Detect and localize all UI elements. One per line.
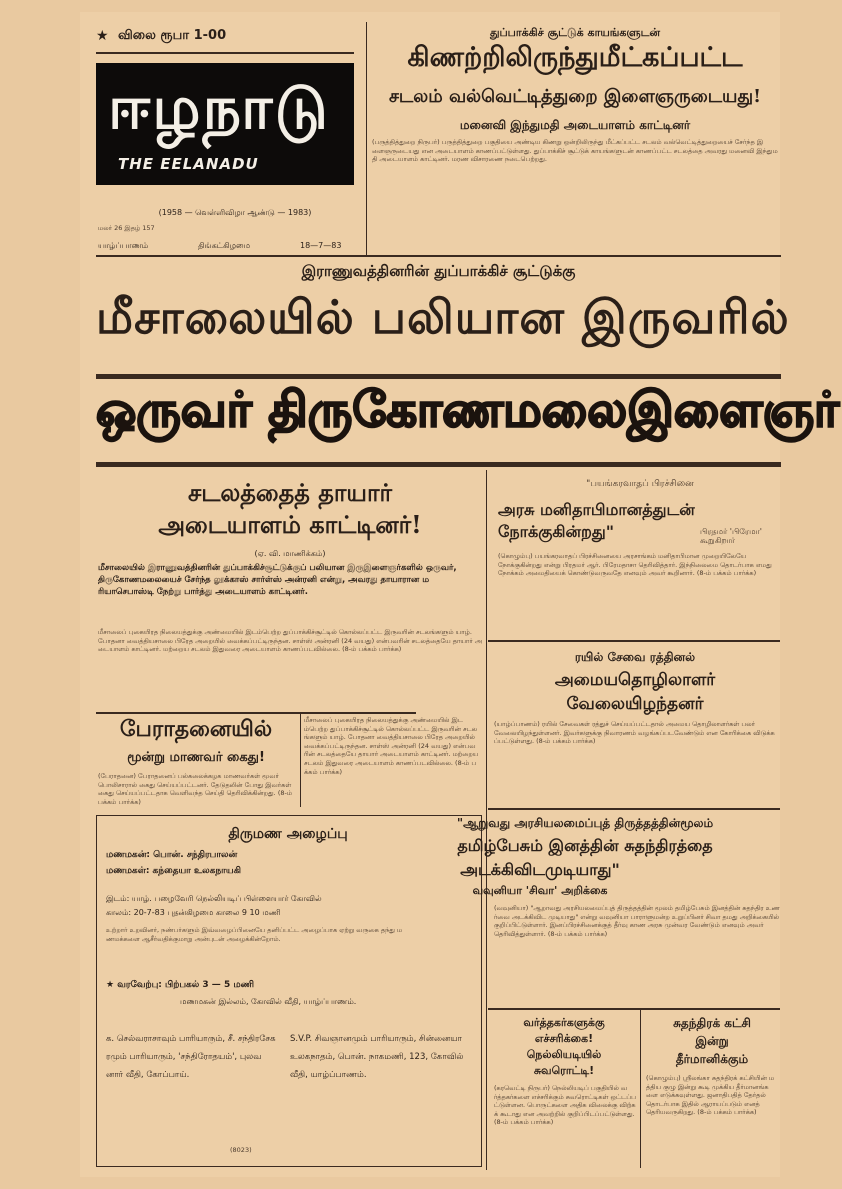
- right1-side: பிரதமர் 'பிரேமா' கூறுகிறார்: [700, 527, 762, 545]
- jubilee-line: (1958 — வெள்ளிவிழா ஆண்டு — 1983): [158, 208, 312, 217]
- right2-rule: [488, 808, 780, 810]
- top-story-kicker: துப்பாக்கிச் சூட்டுக் காயங்களுடன்: [489, 26, 661, 39]
- masthead-divider: [96, 52, 354, 54]
- perad-headline: பேராதனையில்: [119, 716, 273, 742]
- perad-body: (பேராதனை) பேராதனைப் பல்கலைக்கழக மாணவர்கள் மூவர் பொலிசாரால் கைது செய்யப்பட்டனர். தேடுதலின் போது இவர்கள் கைது செய்யப்பட்டதாக வெளிவந்த செய்தி தெரிவிக்கின்றது. (8-ம் பக்கம் பார்க்க): [98, 772, 293, 806]
- party-headline-2: இன்று: [695, 1034, 729, 1048]
- wedding-groom: மணமகன்: பொன். சந்திரபாலன்: [106, 850, 238, 860]
- perad-rule: [96, 712, 416, 714]
- top-story-deck: மனைவி இந்துமதி அடையாளம் காட்டினர்: [459, 118, 691, 132]
- star-icon: ★: [96, 28, 109, 44]
- perad-subhead: மூன்று மாணவர் கைது!: [127, 750, 265, 765]
- issue-line: மலர் 26 இதழ் 157: [98, 224, 155, 232]
- top-story-body: (பருத்தித்துறை நிருபர்) பருத்தித்துறை பகுதியை அண்டிய கிணறு ஒன்றிலிருந்து மீட்கப்பட்ட சடலம் வல்வெட்டித்துறையைச் சேர்ந்த இளைஞருடையது என அடையாளம் காணப்பட்டுள்ளது. துப்பாக்கிச் சூட்டுக் காயங்களுடன் காணப்பட்ட சடலத்தை அவரது மனைவி இந்துமதி அடையாளம் காட்டினர். மரண விசாரணை நடைபெற்றது.: [372, 138, 778, 164]
- bottom-right-divider: [640, 1008, 641, 1168]
- wedding-code: (8023): [230, 1146, 252, 1154]
- masthead-title-english: THE EELANADU: [118, 155, 259, 173]
- right1-headline-1: அரசு மனிதாபிமானத்துடன்: [498, 500, 695, 519]
- wedding-hosts-left: க. செல்வராசாவும் பாரியாரும், சீ. சந்திரசேகரமும் பாரியாரும், 'சந்திரோதயம்', புலவனார் வீதி, கோப்பாய்.: [106, 1034, 276, 1080]
- wedding-reception: ★ வரவேற்பு: பிற்பகல் 3 — 5 மணி: [106, 980, 254, 990]
- traders-body: (கரவெட்டி நிருபர்) நெல்லியடிப் பகுதியில் வர்த்தகர்களை எச்சரிக்கும் சுவரொட்டிகள் ஒட்டப்பட்டுள்ளன. பொருட்களை அதிக விலைக்கு விற்கக் கூடாது என அவற்றில் குறிப்பிடப்பட்டுள்ளது. (8-ம் பக்கம் பார்க்க): [494, 1084, 636, 1127]
- dateline-city: யாழ்ப்பாணம்: [98, 241, 149, 250]
- party-body: (கொழும்பு) ஸ்ரீலங்கா சுதந்திரக் கட்சியின் மத்திய குழு இன்று கூடி முக்கிய தீர்மானங்களை எடுக்கவுள்ளது. ஜனாதிபதித் தேர்தல் தொடர்பாக இதில் ஆராயப்படும் எனத் தெரியவருகிறது. (8-ம் பக்கம் பார்க்க): [646, 1074, 775, 1117]
- banner-kicker: இராணுவத்தினரின் துப்பாக்கிச் சூட்டுக்கு: [301, 262, 576, 280]
- dateline-day: திங்கட்கிழமை: [198, 241, 251, 250]
- right2-headline-1: அமையதொழிலாளர்: [554, 670, 716, 690]
- right3-headline-2: அடக்கிவிடமுடியாது": [460, 860, 620, 879]
- header-rule: [96, 255, 781, 257]
- top-story-subhead: சடலம் வல்வெட்டித்துறை இளைஞருடையது!: [388, 86, 762, 107]
- right2-body: (யாழ்ப்பாணம்) ரயில் சேவைகள் ரத்துச் செய்யப்பட்டதால் அமைய தொழிலாளர்கள் பலர் வேலையிழந்துள்ளனர். இவர்களுக்கு நிவாரணம் வழங்கப்படவேண்டும் என கோரிக்கை விடுக்கப்பட்டுள்ளது. (8-ம் பக்கம் பார்க்க): [494, 720, 775, 746]
- wedding-time: காலம்: 20-7-83 புதன்கிழமை காலை 9 10 மணி: [106, 908, 281, 917]
- right2-kicker: ரயில் சேவை ரத்தினல்: [574, 650, 696, 664]
- wedding-title: திருமண அழைப்பு: [228, 826, 348, 842]
- column-divider: [366, 22, 367, 255]
- right3-headline-1: தமிழ்பேசும் இனத்தின் சுதந்திரத்தை: [457, 836, 713, 855]
- traders-headline-1: வர்த்தகர்களுக்கு: [523, 1016, 605, 1029]
- wedding-reception-place: மணமகன் இல்லம், கோவில் வீதி, யாழ்ப்பாணம்.: [180, 997, 357, 1006]
- top-story-headline: கிணற்றிலிருந்துமீட்கப்பட்ட: [407, 42, 743, 73]
- right3-rule: [488, 1008, 780, 1010]
- right1-headline-2: நோக்குகின்றது": [498, 522, 615, 541]
- banner-rule-top: [96, 374, 781, 379]
- masthead-title-tamil: ஈழநாடு: [108, 73, 330, 143]
- wedding-note: உற்றார் உறவினர், நண்பர்களும் இவ்வழைப்பினையே தனிப்பட்ட அழைப்பாக ஏற்று வருகை தந்து மணமக்களை ஆசீர்வதிக்குமாறு அன்புடன் அழைக்கின்றோம்.: [106, 926, 403, 943]
- left-story-continued: மீசாலைப் புகையிரத நிலையத்துக்கு அண்மையில் இடம்பெற்ற துப்பாக்கிச்சூட்டில் கொல்லப்பட்ட இருவரின் சடலங்களும் யாழ். போதனா வைத்தியசாலை பிரேத அறையில் வைக்கப்பட்டிருந்தன. சாள்ஸ் அன்ரனி (24 வயது) என்பவரின் சடலத்தையே தாயார் அடையாளம் காட்டினர். மற்றைய சடலம் இதுவரை அடையாளம் காணப்படவில்லை. (8-ம் பக்கம் பார்க்க): [304, 716, 479, 776]
- left-story-headline-1: சடலத்தைத் தாயார்: [187, 478, 393, 507]
- left-story-lead: மீசாலையில் இராணுவத்தினரின் துப்பாக்கிச்சூட்டுக்குப் பலியான இருஇளைஞர்களில் ஒருவர், திருகோணமலையைச் சேர்ந்த லூக்காஸ் சார்ள்ஸ் அன்ரனி என்று, அவரது தாயாரான மரியாசெபாஸ்டி நேற்று பார்த்து அடையாளம் காட்டினர்.: [98, 563, 457, 597]
- right1-body: (கொழும்பு) பயங்கரவாதப் பிரச்சினையை அரசாங்கம் மனிதாபிமான முறையிலேயே நோக்குகின்றது என்று பிரதமர் ஆர். பிரேமதாசா தெரிவித்தார். இந்நிலைமை தொடர்பாக எமது நோக்கம் அமைதியைக் கொண்டுவருவதே எனவும் அவர் கூறினார். (8-ம் பக்கம் பார்க்க): [498, 552, 772, 578]
- traders-headline-2: எச்சரிக்கை!: [534, 1032, 594, 1045]
- right3-kicker: "ஆறுவது அரசியலமைப்புத் திருத்தத்தின்மூலம்: [456, 816, 714, 830]
- traders-headline-3: நெல்லியடியில்: [526, 1048, 602, 1061]
- party-headline-1: சுதந்திரக் கட்சி: [673, 1016, 751, 1030]
- party-headline-3: தீர்மானிக்கும்: [675, 1052, 749, 1066]
- right3-deck: வவுனியா 'சிவா' அறிக்கை: [472, 884, 608, 897]
- left-story-headline-2: அடையாளம் காட்டினர்!: [158, 510, 422, 539]
- right1-rule: [488, 640, 780, 642]
- left-story-byline: (ஏ. வி. மாணிக்கம்): [254, 549, 326, 558]
- banner-headline-2: ஒருவர் திருகோணமலைஇளைஞர்: [96, 382, 840, 438]
- right2-headline-2: வேலையிழந்தனர்: [566, 694, 704, 714]
- traders-headline-4: சுவரொட்டி!: [533, 1064, 595, 1077]
- right3-body: (வவுனியா) "ஆறாவது அரசியலமைப்புத் திருத்தத்தின் மூலம் தமிழ்பேசும் இனத்தின் சுதந்திர உணர்வை அடக்கிவிட முடியாது" என்று வவுனியா பாராளுமன்ற உறுப்பினர் சிவா தமது அறிக்கையில் குறிப்பிட்டுள்ளார். இனப்பிரச்சினைக்குத் தீர்வு காண அரசு முன்வர வேண்டும் எனவும் அவர் தெரிவித்துள்ளார். (8-ம் பக்கம் பார்க்க): [494, 904, 780, 938]
- banner-headline-1: மீசாலையில் பலியான இருவரில்: [96, 290, 790, 344]
- wedding-venue: இடம்: யாழ். பழைவேரி நெல்லியடிப் பிள்ளையார் கோவில்: [106, 894, 322, 903]
- price-label: விலை ரூபா 1-00: [118, 28, 227, 43]
- masthead-logo: [96, 63, 354, 185]
- wedding-bride: மணமகள்: கந்தையா உலகநாயகி: [106, 866, 241, 876]
- left-story-body: மீசாலைப் புகையிரத நிலையத்துக்கு அண்மையில் இடம்பெற்ற துப்பாக்கிச்சூட்டில் கொல்லப்பட்ட இருவரின் சடலங்களும் யாழ். போதனா வைத்தியசாலை பிரேத அறையில் வைக்கப்பட்டிருந்தன. சாள்ஸ் அன்ரனி (24 வயது) என்பவரின் சடலத்தையே தாயார் அடையாளம் காட்டினர். மற்றைய சடலம் இதுவரை அடையாளம் காணப்படவில்லை. (8-ம் பக்கம் பார்க்க): [98, 628, 482, 654]
- wedding-hosts-right: S.V.P. சிவஞானமும் பாரியாரும், சின்னையா உலகநாதம், பொன். நாகமணி, 123, கோவில் வீதி, யாழ்ப்பாணம்.: [290, 1034, 464, 1080]
- perad-col-divider: [300, 712, 301, 807]
- dateline-date: 18—7—83: [300, 241, 342, 250]
- banner-rule-bottom: [96, 462, 781, 467]
- right1-kicker: "பயங்கரவாதப் பிரச்சினை: [586, 479, 694, 489]
